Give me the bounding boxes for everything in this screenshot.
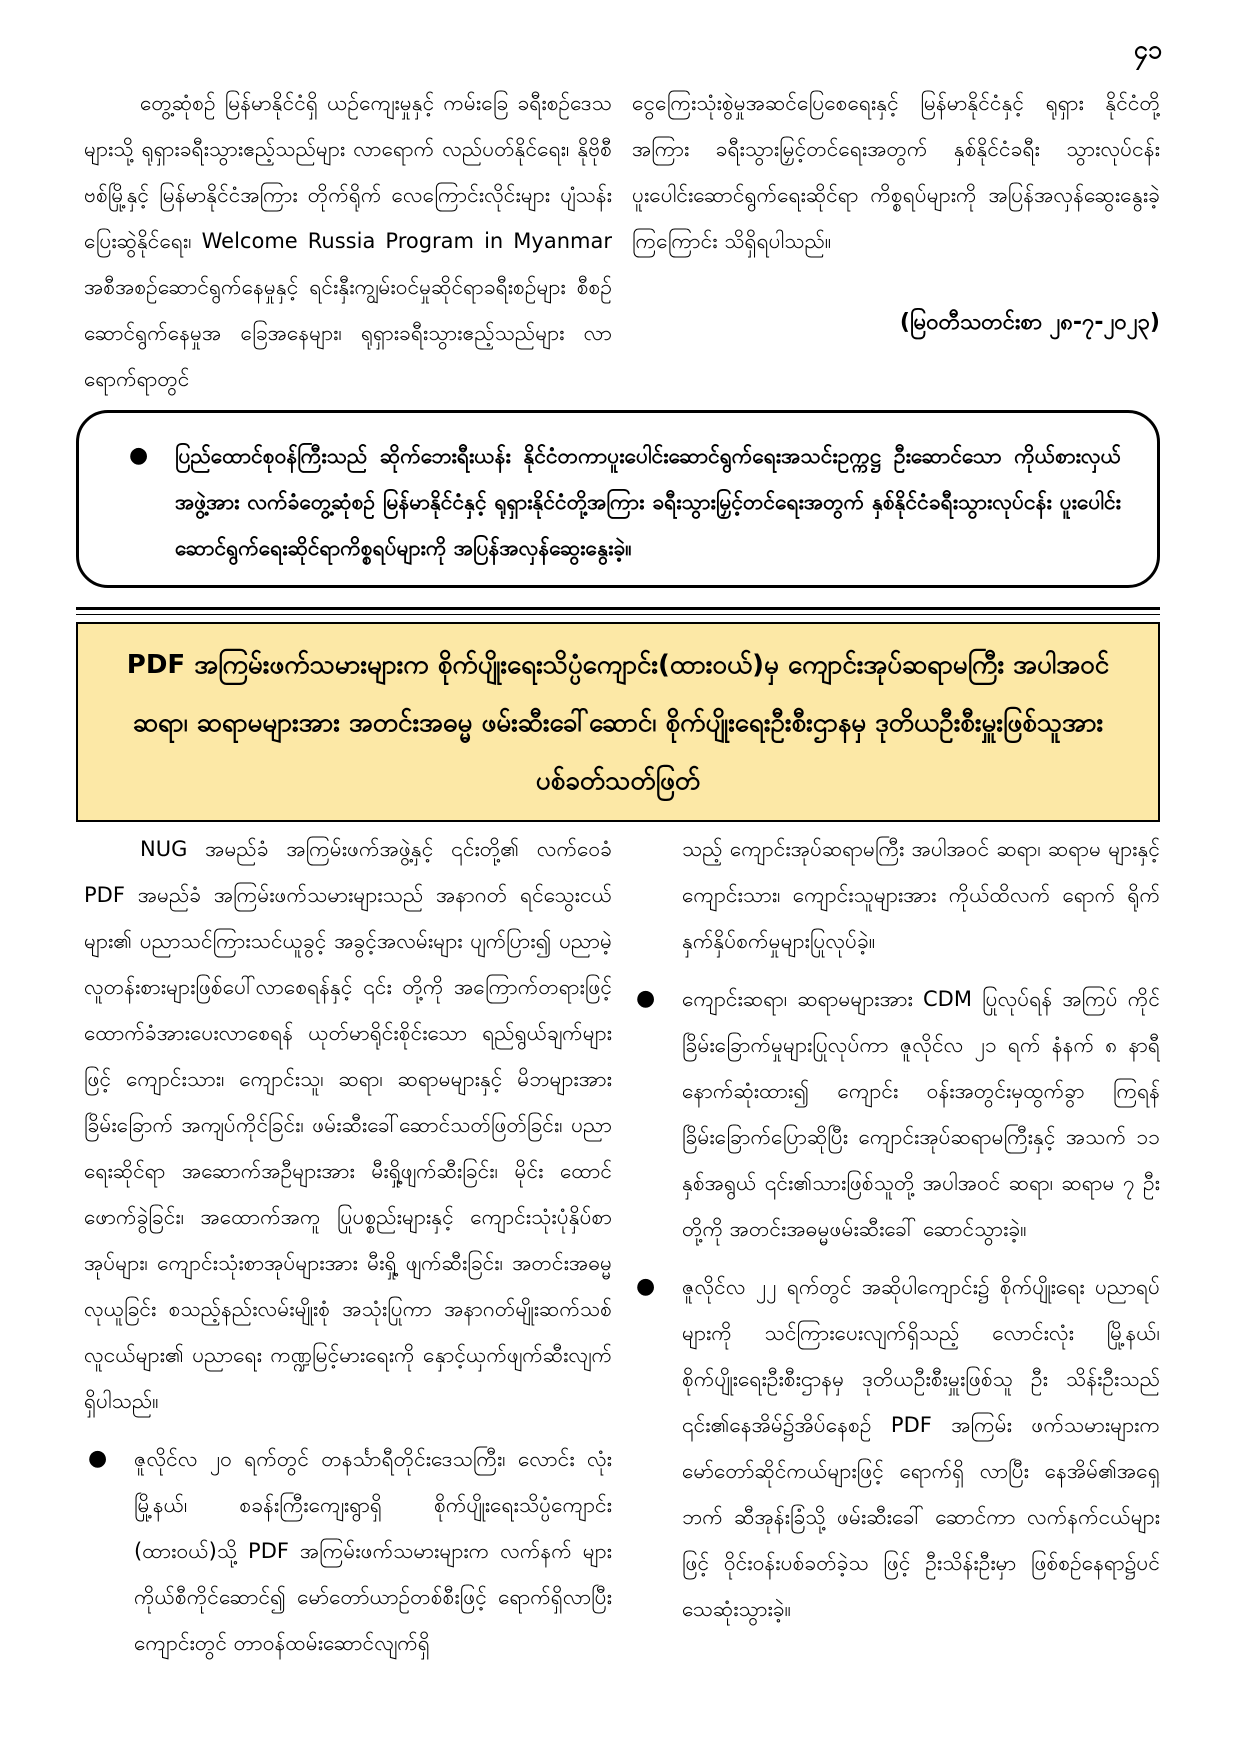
list-item-continuation [632, 826, 1160, 964]
article1-paragraph-left: တွေ့ဆုံစဉ် မြန်မာနိုင်ငံရှိ ယဉ်ကျေးမှုနှင့် ကမ်းခြေ ခရီးစဉ်ဒေသများသို့ ရုရှားခရီးသွားဧည့်သည်များ လာရောက် လည်ပတ်နိုင်ရေး၊ နိုဗိုစီဗစ်မြို့နှင့် မြန်မာနိုင်ငံအကြား တိုက်ရိုက် လေကြောင်းလိုင်းများ ပျံသန်းပြေးဆွဲနိုင်ရေး၊ Welcome Russia Program in Myanmar အစီအစဉ်ဆောင်ရွက်နေမှုနှင့် ရင်းနှီးကျွမ်းဝင်မှုဆိုင်ရာခရီးစဉ်များ စီစဉ်ဆောင်ရွက်နေမှုအ ခြေအနေများ၊ ရုရှားခရီးသွားဧည့်သည်များ လာရောက်ရာတွင် [84, 91, 612, 391]
list-item [632, 976, 1160, 1252]
bullet-icon: ● [636, 1274, 656, 1299]
article1-right-column [632, 80, 1160, 264]
section-divider [76, 607, 1160, 610]
bullet-text: ဇူလိုင်လ ၂၂ ရက်တွင် အဆိုပါကျောင်း၌ စိုက်ပျိုးရေး ပညာရပ်များကို သင်ကြားပေးလျက်ရှိသည့် လောင်းလုံး မြို့နယ်၊ စိုက်ပျိုးရေးဦးစီးဌာနမှ ဒုတိယဦးစီးမှူးဖြစ်သူ ဦး သိန်းဦးသည် ၎င်း၏နေအိမ်၌အိပ်နေစဉ် PDF အကြမ်း ဖက်သမားများက မော်တော်ဆိုင်ကယ်များဖြင့် ရောက်ရှိ လာပြီး နေအိမ်၏အရှေ့ဘက် ဆီအုန်းခြံသို့ ဖမ်းဆီးခေါ် ဆောင်ကာ လက်နက်ငယ်များဖြင့် ဝိုင်းဝန်းပစ်ခတ်ခဲ့သ ဖြင့် ဦးသိန်းဦးမှာ ဖြစ်စဉ်နေရာ၌ပင် သေဆုံးသွားခဲ့။ [682, 1275, 1160, 1621]
bullet-icon: ● [88, 1446, 108, 1471]
summary-callout-box [76, 410, 1160, 588]
article2-right-column [632, 826, 1160, 1734]
section-divider-thin [76, 614, 1160, 615]
article2-intro-paragraph: NUG အမည်ခံ အကြမ်းဖက်အဖွဲ့နှင့် ၎င်းတို့၏ လက်ဝေခံ PDF အမည်ခံ အကြမ်းဖက်သမားများသည် အနာဂတ် ရင်သွေးငယ်များ၏ ပညာသင်ကြားသင်ယူခွင့် အခွင့်အလမ်းများ ပျက်ပြား၍ ပညာမဲ့လူတန်းစားများဖြစ်ပေါ်လာစေရန်နှင့် ၎င်း တို့ကို အကြောက်တရားဖြင့် ထောက်ခံအားပေးလာစေရန် ယုတ်မာရိုင်းစိုင်းသော ရည်ရွယ်ချက်များဖြင့် ကျောင်းသား၊ ကျောင်းသူ၊ ဆရာ၊ ဆရာမများနှင့် မိဘများအား ခြိမ်းခြောက် အကျပ်ကိုင်ခြင်း၊ ဖမ်းဆီးခေါ်ဆောင်သတ်ဖြတ်ခြင်း၊ ပညာ ရေးဆိုင်ရာ အဆောက်အဦများအား မီးရှို့ဖျက်ဆီးခြင်း၊ မိုင်း ထောင်ဖောက်ခွဲခြင်း၊ အထောက်အကူ ပြုပစ္စည်းများနှင့် ကျောင်းသုံးပုံနှိပ်စာအုပ်များ၊ ကျောင်းသုံးစာအုပ်များအား မီးရှို့ ဖျက်ဆီးခြင်း၊ အတင်းအဓမ္မလုယူခြင်း စသည့်နည်းလမ်းမျိုးစုံ အသုံးပြုကာ အနာဂတ်မျိုးဆက်သစ်လူငယ်များ၏ ပညာရေး ကဏ္ဍမြင့်မားရေးကို နှောင့်ယှက်ဖျက်ဆီးလျက် ရှိပါသည်။ [84, 837, 612, 1413]
bullet-text: သည့် ကျောင်းအုပ်ဆရာမကြီး အပါအဝင် ဆရာ၊ ဆရာမ များနှင့် ကျောင်းသား၊ ကျောင်းသူများအား ကိုယ်ထိလက် ရောက် ရိုက်နှက်နှိပ်စက်မှုများပြုလုပ်ခဲ့။ [682, 837, 1160, 953]
list-item [84, 1436, 612, 1666]
article1-paragraph-right: ငွေကြေးသုံးစွဲမှုအဆင်ပြေစေရေးနှင့် မြန်မာနိုင်ငံနှင့် ရုရှား နိုင်ငံတို့အကြား ခရီးသွားမြှင့်တင်ရေးအတွက် နှစ်နိုင်ငံခရီး သွားလုပ်ငန်း ပူးပေါင်းဆောင်ရွက်ရေးဆိုင်ရာ ကိစ္စရပ်များကို အပြန်အလှန်ဆွေးနွေးခဲ့ကြကြောင်း သိရှိရပါသည်။ [632, 91, 1160, 253]
article2-headline: PDF အကြမ်းဖက်သမားများက စိုက်ပျိုးရေးသိပ္ပံကျောင်း(ထားဝယ်)မှ ကျောင်းအုပ်ဆရာမကြီး အပါအဝင် ဆရာ၊ ဆရာမများအား အတင်းအဓမ္မ ဖမ်းဆီးခေါ်ဆောင်၊ စိုက်ပျိုးရေးဦးစီးဌာနမှ ဒုတိယဦးစီးမှူးဖြစ်သူအား ပစ်ခတ်သတ်ဖြတ် [76, 622, 1160, 822]
page-number: ၄၁ [1133, 35, 1162, 64]
list-item [632, 1264, 1160, 1632]
bullet-text: ဇူလိုင်လ ၂၀ ရက်တွင် တနင်္သာရီတိုင်းဒေသကြီး၊ လောင်း လုံးမြို့နယ်၊ စခန်းကြီးကျေးရွာရှိ စိုက်ပျိုးရေးသိပ္ပံကျောင်း (ထားဝယ်)သို့ PDF အကြမ်းဖက်သမားများက လက်နက် များကိုယ်စီကိုင်ဆောင်၍ မော်တော်ယာဉ်တစ်စီးဖြင့် ရောက်ရှိလာပြီး ကျောင်းတွင် တာဝန်ထမ်းဆောင်လျက်ရှိ [134, 1447, 612, 1655]
article1-left-column [84, 80, 612, 400]
bullet-icon: ● [636, 986, 656, 1011]
bullet-text: ကျောင်းဆရာ၊ ဆရာမများအား CDM ပြုလုပ်ရန် အကြပ် ကိုင်ခြိမ်းခြောက်မှုများပြုလုပ်ကာ ဇူလိုင်လ ၂၁ ရက် နံနက် ၈ နာရီ နောက်ဆုံးထား၍ ကျောင်း ဝန်းအတွင်းမှထွက်ခွာ ကြရန် ခြိမ်းခြောက်ပြောဆိုပြီး ကျောင်းအုပ်ဆရာမကြီးနှင့် အသက် ၁၁ နှစ်အရွယ် ၎င်း၏သားဖြစ်သူတို့ အပါအဝင် ဆရာ၊ ဆရာမ ၇ ဦး တို့ကို အတင်းအဓမ္မဖမ်းဆီးခေါ် ဆောင်သွားခဲ့။ [682, 987, 1160, 1241]
article1-source: (မြဝတီသတင်းစာ ၂၈-၇-၂၀၂၃) [899, 310, 1160, 335]
article2-left-column [84, 826, 612, 1734]
bullet-icon: ● [129, 443, 149, 468]
callout-text: ပြည်ထောင်စုဝန်ကြီးသည် ဆိုက်ဘေးရီးယန်း နိုင်ငံတကာပူးပေါင်းဆောင်ရွက်ရေးအသင်းဥက္ကဋ္ဌ ဦးဆောင်သော ကိုယ်စားလှယ်အဖွဲ့အား လက်ခံတွေ့ဆုံစဉ် မြန်မာနိုင်ငံနှင့် ရုရှားနိုင်ငံတို့အကြား ခရီးသွားမြှင့်တင်ရေးအတွက် နှစ်နိုင်ငံခရီးသွားလုပ်ငန်း ပူးပေါင်းဆောင်ရွက်ရေးဆိုင်ရာကိစ္စရပ်များကို အပြန်အလှန်ဆွေးနွေးခဲ့။ [175, 444, 1121, 560]
